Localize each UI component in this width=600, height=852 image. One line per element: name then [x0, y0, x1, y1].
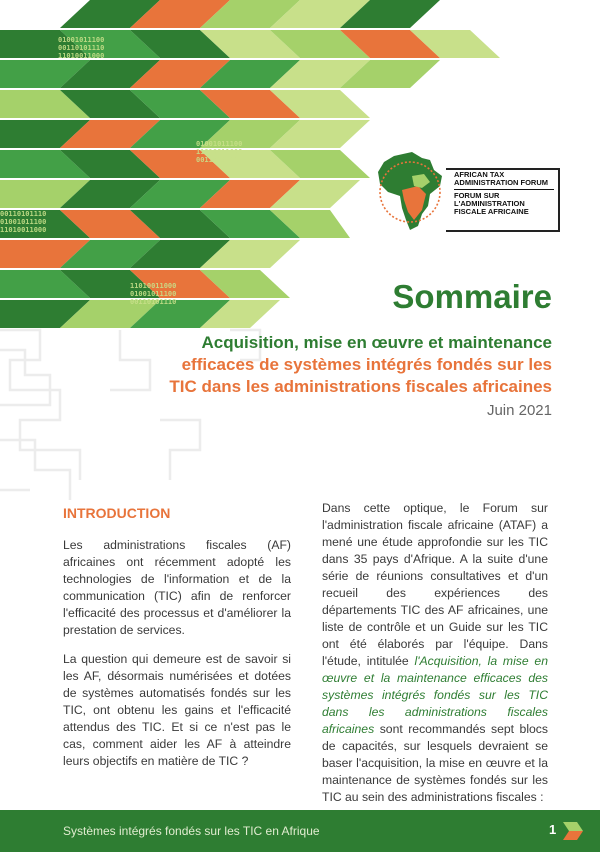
intro-paragraph-2: La question qui demeure est de savoir si les AF, désormais numérisées et dotées de systèmes automatisés fondés sur les TIC, ont obtenu les gains et l'efficacité attendus des TIC. Et si ce n'est pas le cas, comment aider les AF à atteindre leurs objectifs en matière de TIC ?: [63, 652, 291, 768]
study-paragraph: [322, 500, 548, 806]
svg-text:11010011000: 11010011000: [130, 282, 177, 290]
logo-org-fr: FORUM SUR L'ADMINISTRATION FISCALE AFRICAINE: [454, 191, 529, 216]
subtitle-line-2: efficaces de systèmes intégrés fondés sur les: [181, 355, 552, 374]
svg-text:01001011100: 01001011100: [130, 290, 177, 298]
study-text-before: Dans cette optique, le Forum sur l'administration fiscale africaine (ATAF) a mené une étude approfondie sur les TIC dans 35 pays d'Afrique. A la suite d'une série de réunions consultatives et d'un recueil des expériences des départements TIC des AF africaines, une liste de contrôle et un Guide sur les TIC ont été élaborés par l'équipe. Dans l'étude, intitulée: [322, 501, 548, 668]
africa-map-icon: [372, 150, 452, 234]
ataf-logo: [372, 150, 562, 234]
study-text-after: sont recommandés sept blocs de capacités, sur lesquels devraient se baser l'acquisition, la mise en œuvre et la maintenance de systèmes fondés sur les TIC au sein des administrations fiscales :: [322, 722, 548, 804]
svg-text:00110101110: 00110101110: [196, 156, 243, 164]
svg-text:01001011100: 01001011100: [58, 36, 105, 44]
section-heading-introduction: INTRODUCTION: [63, 505, 171, 521]
subtitle-line-1: Acquisition, mise en œuvre et maintenance: [201, 333, 552, 352]
svg-text:11010011000: 11010011000: [0, 226, 47, 234]
svg-text:01001011100: 01001011100: [196, 140, 243, 148]
left-column: [63, 500, 291, 782]
page-number: 1: [549, 822, 557, 837]
page-footer: [0, 810, 600, 852]
svg-text:11010011000: 11010011000: [196, 148, 243, 156]
study-title: l'Acquisition, la mise en œuvre et la maintenance efficaces des systèmes intégrés fondés sur les TIC dans les administrations fiscales africaines: [322, 654, 548, 736]
chevron-logo-icon: [563, 822, 587, 840]
footer-title: Systèmes intégrés fondés sur les TIC en Afrique: [63, 824, 320, 838]
svg-text:01001011100: 01001011100: [0, 218, 47, 226]
page-subtitle: [72, 332, 552, 398]
publication-date: Juin 2021: [486, 402, 552, 419]
svg-text:00110101110: 00110101110: [58, 44, 105, 52]
svg-text:11010011000: 11010011000: [58, 52, 105, 60]
svg-text:00110101110: 00110101110: [0, 210, 47, 218]
page-title: Sommaire: [392, 278, 552, 315]
svg-text:00110101110: 00110101110: [130, 298, 177, 306]
right-column: [322, 500, 548, 818]
logo-divider: [454, 189, 554, 190]
subtitle-line-3: TIC dans les administrations fiscales africaines: [169, 377, 552, 396]
logo-org-en: AFRICAN TAX ADMINISTRATION FORUM: [454, 170, 549, 187]
intro-paragraph-1: Les administrations fiscales (AF) africaines ont récemment adopté les technologies de l'information et de la communication (TIC) afin de renforcer l'efficacité des processus et d'améliorer la prestation de services.: [63, 538, 291, 637]
